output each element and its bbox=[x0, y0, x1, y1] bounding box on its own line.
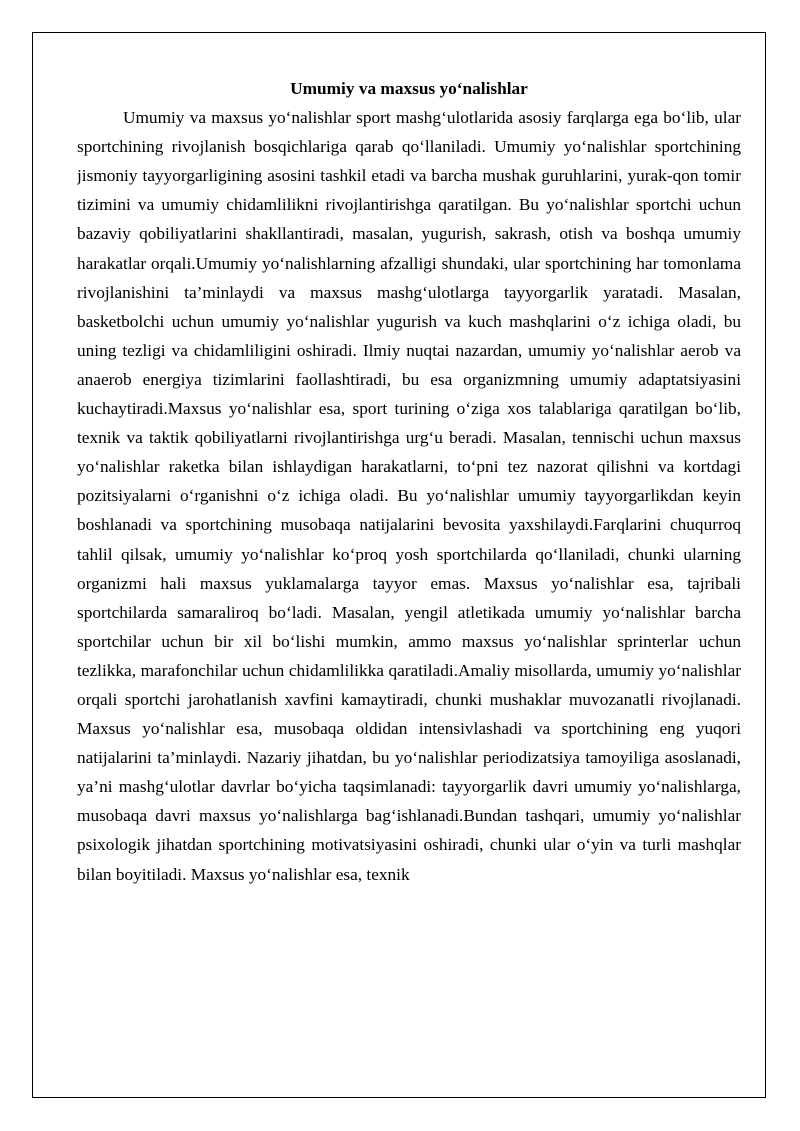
body-paragraph: Umumiy va maxsus yo‘nalishlar sport mashg‘ulotlarida asosiy farqlarga ega bo‘lib, ular sportchining rivojlanish bosqichlariga qarab qo‘llaniladi. Umumiy yo‘nalishlar sportchining jismoniy tayyorgarligining asosini tashkil etadi va barcha mushak guruhlarini, yurak-qon tomir tizimini va umumiy chidamlilikni rivojlantirishga qaratilgan. Bu yo‘nalishlar sportchi uchun bazaviy qobiliyatlarini shakllantiradi, masalan, yugurish, sakrash, otish va boshqa umumiy harakatlar orqali.Umumiy yo‘nalishlarning afzalligi shundaki, ular sportchining har tomonlama rivojlanishini ta’minlaydi va maxsus mashg‘ulotlarga tayyorgarlik yaratadi. Masalan, basketbolchi uchun umumiy yo‘nalishlar yugurish va kuch mashqlarini o‘z ichiga oladi, bu uning tezligi va chidamliligini oshiradi. Ilmiy nuqtai nazardan, umumiy yo‘nalishlar aerob va anaerob energiya tizimlarini faollashtiradi, bu esa organizmning umumiy adaptatsiyasini kuchaytiradi.Maxsus yo‘nalishlar esa, sport turining o‘ziga xos talablariga qaratilgan bo‘lib, texnik va taktik qobiliyatlarni rivojlantirishga urg‘u beradi. Masalan, tennischi uchun maxsus yo‘nalishlar raketka bilan ishlaydigan harakatlarni, to‘pni tez nazorat qilishni va kortdagi pozitsiyalarni o‘rganishni o‘z ichiga oladi. Bu yo‘nalishlar umumiy tayyorgarlikdan keyin boshlanadi va sportchining musobaqa natijalarini bevosita yaxshilaydi.Farqlarini chuqurroq tahlil qilsak, umumiy yo‘nalishlar ko‘proq yosh sportchilarda qo‘llaniladi, chunki ularning organizmi hali maxsus yuklamalarga tayyor emas. Maxsus yo‘nalishlar esa, tajribali sportchilarda samaraliroq bo‘ladi. Masalan, yengil atletikada umumiy yo‘nalishlar barcha sportchilar uchun bir xil bo‘lishi mumkin, ammo maxsus yo‘nalishlar sprinterlar uchun tezlikka, marafonchilar uchun chidamlilikka qaratiladi.Amaliy misollarda, umumiy yo‘nalishlar orqali sportchi jarohatlanish xavfini kamaytiradi, chunki mushaklar muvozanatli rivojlanadi. Maxsus yo‘nalishlar esa, musobaqa oldidan intensivlashadi va sportchining eng yuqori natijalarini ta’minlaydi. Nazariy jihatdan, bu yo‘nalishlar periodizatsiya tamoyiliga asoslanadi, ya’ni mashg‘ulotlar davrlar bo‘yicha taqsimlanadi: tayyorgarlik davri umumiy yo‘nalishlarga, musobaqa davri maxsus yo‘nalishlarga bag‘ishlanadi.Bundan tashqari, umumiy yo‘nalishlar psixologik jihatdan sportchining motivatsiyasini oshiradi, chunki ular o‘yin va turli mashqlar bilan boyitiladi. Maxsus yo‘nalishlar esa, texnik bbox=[77, 108, 741, 884]
document-body bbox=[77, 74, 741, 1090]
document-title: Umumiy va maxsus yo‘nalishlar bbox=[290, 79, 528, 98]
